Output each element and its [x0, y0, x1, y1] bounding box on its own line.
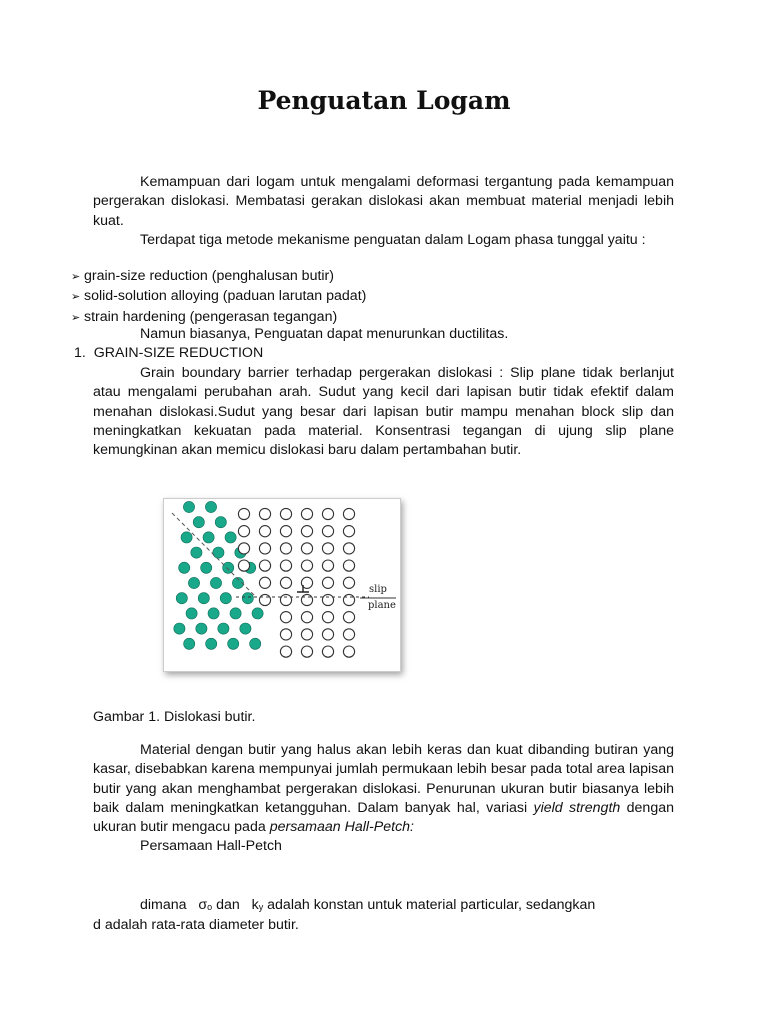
grain-atom-left: [225, 532, 236, 543]
grain-atom-right: [301, 526, 312, 537]
constants-paragraph: dimana σo dan ky adalah konstan untuk material particular, sedangkan: [140, 897, 596, 913]
grain-atom-left: [179, 562, 190, 573]
grain-atom-left: [210, 577, 221, 588]
grain-atom-right: [301, 594, 312, 605]
grain-atom-right: [343, 560, 354, 571]
grain-atom-right: [322, 594, 333, 605]
intro-paragraph-2: Terdapat tiga metode mekanisme penguatan dalam Logam phasa tunggal yaitu :: [140, 232, 646, 248]
ductility-note: Namun biasanya, Penguatan dapat menurunkan ductilitas.: [140, 326, 509, 342]
grain-atom-left: [228, 638, 239, 649]
method-label: solid-solution alloying (paduan larutan padat): [84, 288, 367, 305]
grain-atom-left: [220, 593, 231, 604]
grain-atom-left: [252, 608, 263, 619]
grain-atom-left: [205, 501, 216, 512]
grain-atom-right: [301, 629, 312, 640]
arrow-bullet-icon: ➢: [71, 311, 81, 324]
grain-atom-right: [343, 577, 354, 588]
grain-atom-right: [343, 543, 354, 554]
grain-atom-left: [176, 593, 187, 604]
grain-atom-right: [238, 560, 249, 571]
arrow-bullet-icon: ➢: [71, 271, 81, 283]
grain-figure: [163, 498, 401, 672]
list-item: [71, 267, 366, 287]
hall-petch-paragraph: Material dengan butir yang halus akan lebih keras dan kuat dibanding butiran yang kasar, disebabkan karena mempunyai jumlah permukaan lebih besar pada total area lapisan butir yang akan menghambat pergerakan dislokasi. Penurunan ukuran butir biasanya lebih baik dalam meningkatkan ketangguhan. Dalam banyak hal, variasi yield strength dengan ukuran butir mengacu pada persamaan Hall-Petch:: [93, 742, 674, 836]
grain-atom-right: [301, 560, 312, 571]
grain-atom-left: [174, 623, 185, 634]
grain-atom-left: [206, 638, 217, 649]
grain-atom-right: [259, 508, 270, 519]
grain-atom-right: [343, 612, 354, 623]
section-heading: [74, 344, 263, 363]
grain-atom-right: [301, 612, 312, 623]
plane-label: plane: [368, 600, 396, 611]
page-title: Penguatan Logam: [257, 86, 511, 115]
grain-atom-left: [186, 608, 197, 619]
grain-atom-right: [322, 508, 333, 519]
section-title: GRAIN-SIZE REDUCTION: [93, 345, 264, 361]
figure-caption: Gambar 1. Dislokasi butir.: [93, 709, 256, 725]
grain-atom-left: [242, 593, 253, 604]
grain-atom-left: [188, 577, 199, 588]
grain-atom-right: [238, 526, 249, 537]
grain-atom-right: [280, 560, 291, 571]
grain-atom-right: [280, 612, 291, 623]
grain-boundary-diagram: [164, 499, 400, 671]
grain-atom-right: [259, 577, 270, 588]
grain-atom-left: [184, 638, 195, 649]
grain-atom-right: [280, 594, 291, 605]
grain-atom-right: [301, 646, 312, 657]
method-label: grain-size reduction (penghalusan butir): [84, 268, 334, 284]
grain-atom-left: [223, 562, 234, 573]
grain-atom-left: [203, 532, 214, 543]
grain-atom-right: [343, 594, 354, 605]
grain-atom-right: [322, 526, 333, 537]
section-number: 1.: [74, 345, 86, 361]
grain-atom-left: [230, 608, 241, 619]
grain-atom-left: [198, 593, 209, 604]
grain-atom-left: [213, 547, 224, 558]
grain-atom-right: [322, 629, 333, 640]
section-body: Grain boundary barrier terhadap pergerakan dislokasi : Slip plane tidak berlanjut atau mengalami perubahan arah. Sudut yang kecil dari lapisan butir tidak efektif dalam menahan dislokasi.Sudut yang besar dari lapisan butir mampu menahan block slip dan meningkatkan kekuatan pada material. Konsentrasi tegangan di ujung slip plane kemungkinan akan memicu dislokasi baru dalam pertambahan butir.: [93, 365, 674, 459]
grain-atom-right: [343, 629, 354, 640]
slip-label: slip: [369, 584, 387, 595]
grain-atom-right: [280, 577, 291, 588]
grain-atom-right: [238, 543, 249, 554]
method-label: strain hardening (pengerasan tegangan): [84, 308, 338, 325]
grain-atom-right: [322, 543, 333, 554]
grain-atom-right: [259, 594, 270, 605]
grain-atom-right: [343, 526, 354, 537]
arrow-bullet-icon: ➢: [71, 291, 81, 304]
grain-atom-left: [201, 562, 212, 573]
grain-atom-right: [238, 508, 249, 519]
list-item: [71, 287, 366, 307]
grain-atom-left: [215, 517, 226, 528]
grain-atom-left: [208, 608, 219, 619]
grain-atom-right: [301, 508, 312, 519]
grain-atom-left: [191, 547, 202, 558]
grain-atom-right: [259, 543, 270, 554]
grain-atom-right: [280, 629, 291, 640]
grain-atom-right: [322, 560, 333, 571]
grain-atom-right: [301, 543, 312, 554]
grain-atom-left: [250, 638, 261, 649]
grain-atom-right: [280, 543, 291, 554]
grain-atom-left: [193, 517, 204, 528]
grain-atom-left: [218, 623, 229, 634]
grain-atom-right: [343, 508, 354, 519]
constants-paragraph-line-2: d adalah rata-rata diameter butir.: [93, 917, 299, 933]
grain-atom-right: [322, 577, 333, 588]
grain-atom-right: [259, 526, 270, 537]
grain-atom-left: [196, 623, 207, 634]
grain-atom-left: [240, 623, 251, 634]
hall-petch-label: Persamaan Hall-Petch: [140, 838, 282, 854]
grain-atom-right: [322, 646, 333, 657]
methods-list: [71, 267, 366, 328]
grain-atom-right: [280, 508, 291, 519]
grain-atom-right: [280, 646, 291, 657]
grain-atom-left: [181, 532, 192, 543]
grain-atom-right: [259, 560, 270, 571]
intro-paragraph-1: Kemampuan dari logam untuk mengalami deformasi tergantung pada kemampuan pergerakan dislokasi. Membatasi gerakan dislokasi akan membuat material menjadi lebih kuat.: [93, 174, 674, 229]
grain-atom-left: [183, 501, 194, 512]
grain-atom-right: [280, 526, 291, 537]
grain-atom-right: [322, 612, 333, 623]
grain-atom-right: [343, 646, 354, 657]
